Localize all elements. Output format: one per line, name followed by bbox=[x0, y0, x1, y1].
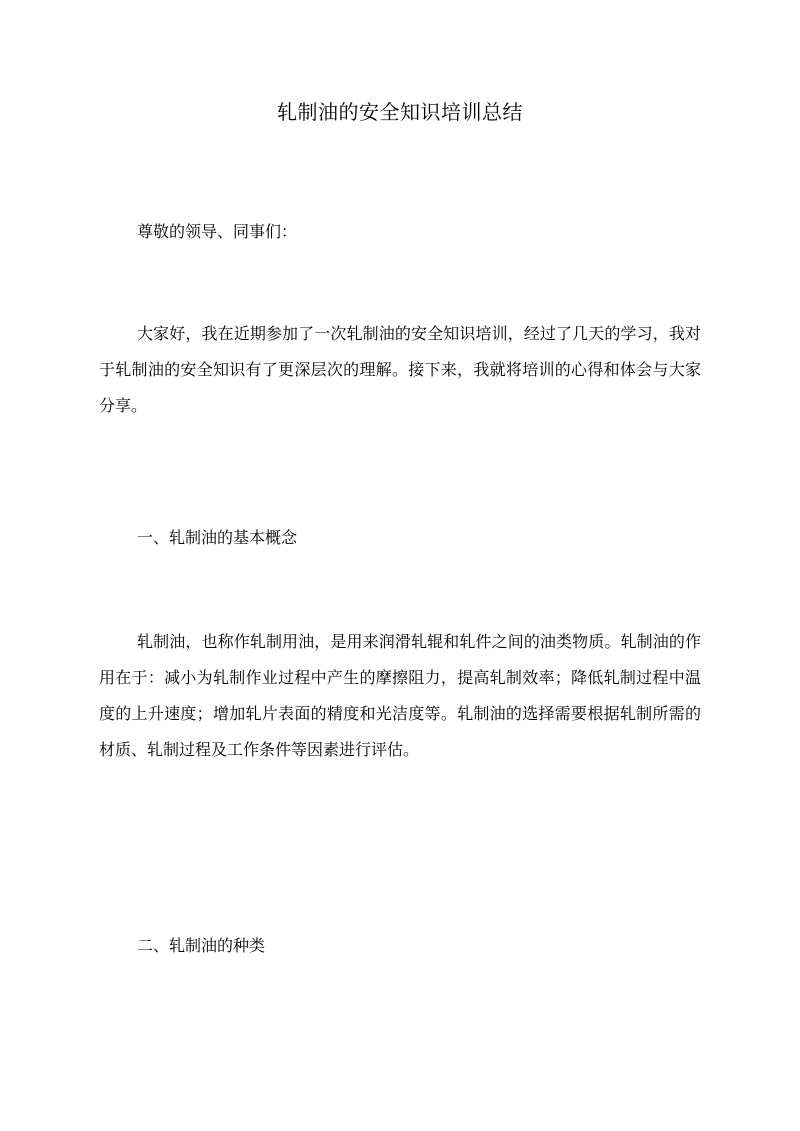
greeting-line: 尊敬的领导、同事们： bbox=[137, 222, 298, 241]
section-heading-basic-concept: 一、轧制油的基本概念 bbox=[137, 528, 298, 547]
intro-paragraph: 大家好，我在近期参加了一次轧制油的安全知识培训，经过了几天的学习，我对于轧制油的安全知识有了更深层次的理解。接下来，我就将培训的心得和体会与大家分享。 bbox=[99, 324, 701, 415]
document-title: 轧制油的安全知识培训总结 bbox=[277, 100, 523, 124]
basic-concept-paragraph: 轧制油，也称作轧制用油，是用来润滑轧辊和轧件之间的油类物质。轧制油的作用在于：减小为轧制作业过程中产生的摩擦阻力，提高轧制效率；降低轧制过程中温度的上升速度；增加轧片表面的精度和光洁度等。轧制油的选择需要根据轧制所需的材质、轧制过程及工作条件等因素进行评估。 bbox=[99, 632, 701, 759]
section-heading-types: 二、轧制油的种类 bbox=[137, 936, 266, 955]
